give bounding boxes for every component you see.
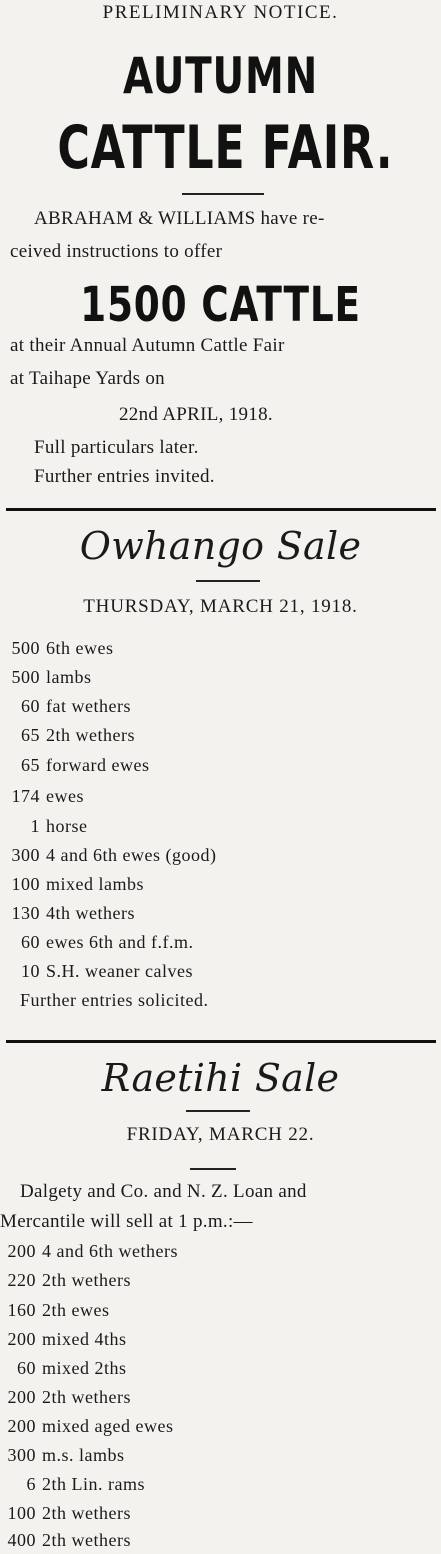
- item-description: 2th wethers: [42, 1387, 131, 1407]
- item-description: 6th ewes: [46, 638, 114, 658]
- item-quantity: 130: [11, 903, 40, 923]
- item-quantity: 500: [11, 638, 40, 658]
- item-description: 2th wethers: [42, 1270, 131, 1290]
- item-quantity: 100: [7, 1503, 36, 1523]
- item-description: horse: [46, 816, 88, 836]
- list-item: [0, 696, 131, 717]
- particulars-note: Full particulars later.: [34, 437, 199, 458]
- raetihi-intro-line-1: Dalgety and Co. and N. Z. Loan and: [20, 1181, 307, 1202]
- item-description: 2th ewes: [42, 1300, 110, 1320]
- item-description: S.H. weaner calves: [46, 961, 193, 981]
- item-description: 2th wethers: [42, 1503, 131, 1523]
- list-item: [0, 1503, 131, 1524]
- item-quantity: 10: [21, 961, 40, 981]
- section-divider-2: [6, 1040, 436, 1043]
- item-quantity: 200: [7, 1387, 36, 1407]
- list-item: [0, 1445, 125, 1466]
- item-quantity: 65: [21, 755, 40, 775]
- item-description: 2th wethers: [42, 1530, 131, 1550]
- item-description: mixed lambs: [46, 874, 144, 894]
- raetihi-intro-line-2: Mercantile will sell at 1 p.m.:—: [0, 1211, 253, 1232]
- list-item: [0, 845, 216, 866]
- item-quantity: 100: [11, 874, 40, 894]
- list-item: [0, 903, 135, 924]
- item-quantity: 220: [7, 1270, 36, 1290]
- raetihi-sale-date: FRIDAY, MARCH 22.: [126, 1124, 315, 1145]
- owhango-sale-date: THURSDAY, MARCH 21, 1918.: [83, 596, 358, 617]
- item-description: 2th Lin. rams: [42, 1474, 145, 1494]
- cattle-count-heading: 1500 CATTLE: [80, 277, 361, 333]
- short-divider: [186, 1110, 250, 1112]
- item-quantity: 200: [7, 1416, 36, 1436]
- item-description: forward ewes: [46, 755, 150, 775]
- item-quantity: 60: [21, 696, 40, 716]
- owhango-footer-note: Further entries solicited.: [20, 990, 209, 1010]
- list-item: [0, 1241, 178, 1262]
- list-item: [0, 816, 88, 837]
- item-description: ewes: [46, 786, 84, 806]
- list-item: [0, 755, 149, 776]
- item-quantity: 1: [30, 816, 40, 836]
- item-description: 4th wethers: [46, 903, 135, 923]
- item-quantity: 174: [11, 786, 40, 806]
- item-description: fat wethers: [46, 696, 131, 716]
- cattle-fair-title: CATTLE FAIR.: [57, 113, 394, 183]
- list-item: [0, 786, 84, 807]
- list-item: [0, 725, 135, 746]
- item-description: lambs: [46, 667, 92, 687]
- fair-date: 22nd APRIL, 1918.: [119, 404, 273, 425]
- item-quantity: 60: [21, 932, 40, 952]
- list-item: [0, 1416, 173, 1437]
- notice-body-line-4: at Taihape Yards on: [10, 368, 165, 389]
- item-description: 4 and 6th ewes (good): [46, 845, 217, 865]
- list-item: [0, 1530, 131, 1551]
- item-description: m.s. lambs: [42, 1445, 125, 1465]
- list-item: [0, 638, 113, 659]
- list-item: [0, 961, 193, 982]
- notice-body-line-3: at their Annual Autumn Cattle Fair: [10, 335, 285, 356]
- item-quantity: 200: [7, 1241, 36, 1261]
- raetihi-sale-title: Raetihi Sale: [101, 1056, 340, 1100]
- notice-body-line-1: ABRAHAM & WILLIAMS have re-: [34, 208, 325, 229]
- section-divider-1: [6, 508, 436, 511]
- entries-note: Further entries invited.: [34, 466, 215, 487]
- item-quantity: 200: [7, 1329, 36, 1349]
- list-item: [0, 1387, 131, 1408]
- item-description: ewes 6th and f.f.m.: [46, 932, 194, 952]
- preliminary-notice-heading: PRELIMINARY NOTICE.: [102, 2, 339, 23]
- item-quantity: 300: [11, 845, 40, 865]
- item-description: 2th wethers: [46, 725, 135, 745]
- item-quantity: 400: [7, 1530, 36, 1550]
- item-quantity: 300: [7, 1445, 36, 1465]
- item-description: mixed aged ewes: [42, 1416, 174, 1436]
- item-description: mixed 4ths: [42, 1329, 127, 1349]
- item-quantity: 500: [11, 667, 40, 687]
- short-divider: [182, 193, 264, 195]
- item-quantity: 6: [26, 1474, 36, 1494]
- list-item: [0, 1300, 109, 1321]
- autumn-title: AUTUMN: [122, 47, 319, 105]
- list-item: [0, 667, 92, 688]
- owhango-sale-title: Owhango Sale: [79, 524, 362, 568]
- short-divider: [196, 580, 260, 582]
- list-item: [0, 1358, 127, 1379]
- list-item: [0, 874, 144, 895]
- item-quantity: 160: [7, 1300, 36, 1320]
- list-item: [0, 932, 193, 953]
- list-item: [0, 1329, 127, 1350]
- item-description: mixed 2ths: [42, 1358, 127, 1378]
- list-item: [0, 1270, 131, 1291]
- notice-body-line-2: ceived instructions to offer: [10, 241, 223, 262]
- short-divider: [190, 1168, 236, 1170]
- list-item: [0, 1474, 145, 1495]
- item-description: 4 and 6th wethers: [42, 1241, 178, 1261]
- item-quantity: 65: [21, 725, 40, 745]
- item-quantity: 60: [17, 1358, 36, 1378]
